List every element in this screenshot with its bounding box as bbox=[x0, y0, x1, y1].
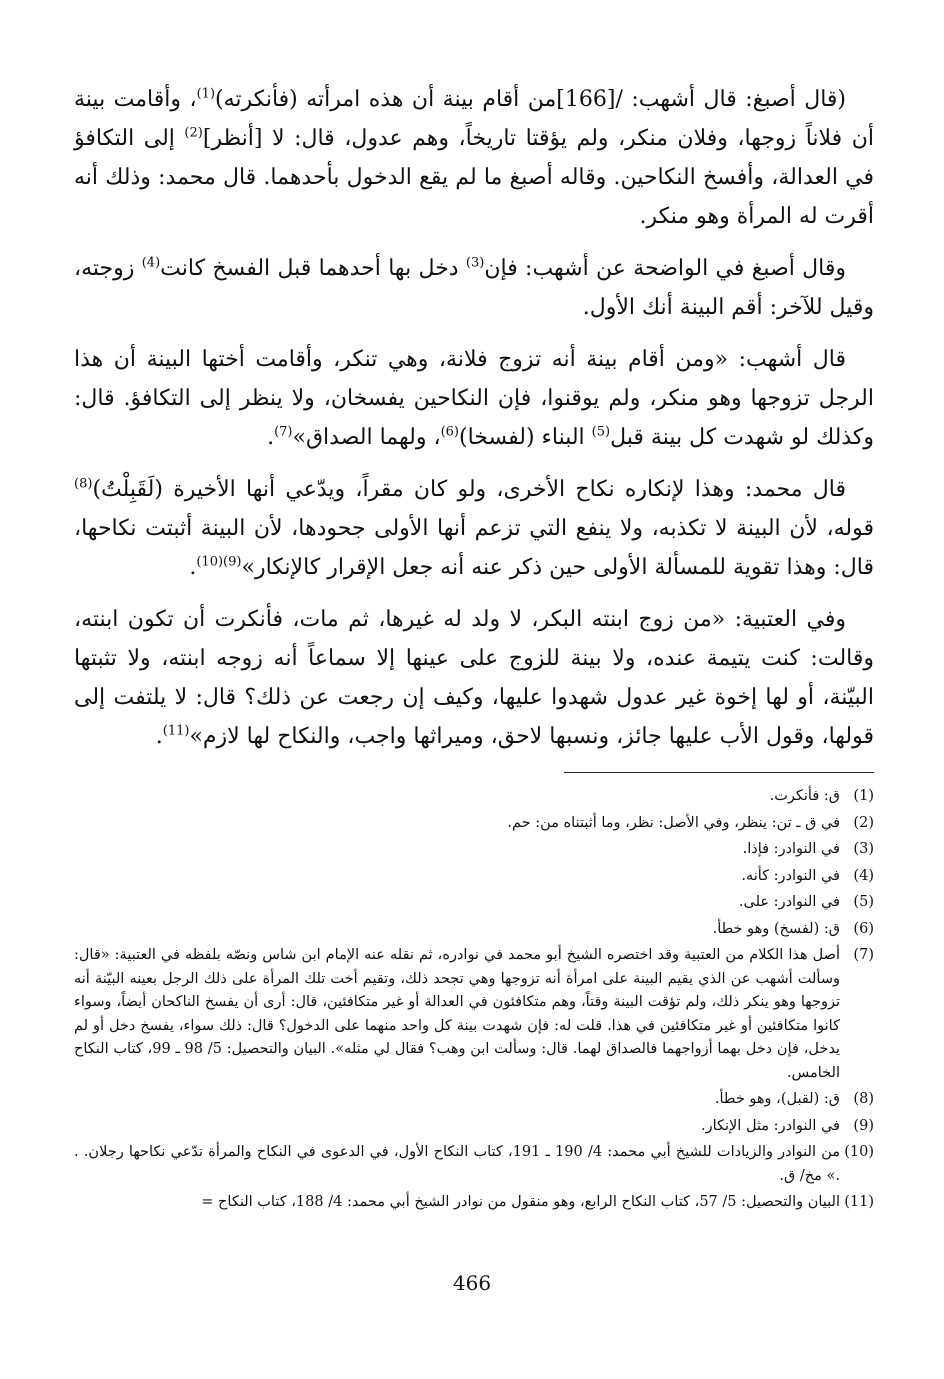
footnote-ref[interactable]: (2) bbox=[184, 125, 203, 141]
footnote-ref[interactable]: (8) bbox=[74, 476, 93, 492]
footnote bbox=[74, 944, 874, 1085]
footnote-ref[interactable]: (3) bbox=[465, 255, 485, 271]
footnote bbox=[74, 1088, 874, 1112]
footnote-text: ق: (لفسخ) وهو خطأ. bbox=[712, 920, 840, 937]
footnotes bbox=[74, 785, 874, 1215]
footnote-ref[interactable]: (6) bbox=[440, 424, 459, 440]
page-number: 466 bbox=[452, 1271, 492, 1295]
footnote bbox=[74, 1141, 874, 1188]
footnote-text: من النوادر والزيادات للشيخ أبي محمد: 4/ 190 ـ 191، كتاب النكاح الأول، في الدعوى في النكاح والمرأة تدّعي نكاحها رجلان. . .» مخ/ ق. bbox=[74, 1144, 840, 1184]
book-page bbox=[74, 80, 874, 1360]
footnote-number: (4) bbox=[853, 867, 874, 884]
footnote-number: (6) bbox=[853, 920, 874, 937]
footnote bbox=[74, 838, 874, 862]
footnote-number: (5) bbox=[853, 894, 874, 910]
footnote bbox=[74, 865, 874, 889]
paragraph-5: وفي العتبية: «من زوج ابنته البكر، لا ولد له غيرها، ثم مات، فأنكرت أن تكون ابنته، وقالت: كنت يتيمة عنده، ولا بينة للزوج على عينها إلا سماعاً أنه زوجه ابنته، ولا تثبتها البيّنة، أو لها إخوة غير عدول شهدوا عليها، وكيف إن رجعت عن ذلك؟ قال: لا يلتفت إلى قولها، وقول الأب عليها جائز، ونسبها لاحق، وميراثها واجب، والنكاح لها لازم»$^{(11)}$. bbox=[74, 607, 874, 749]
footnote-text: في النوادر: كأنه. bbox=[741, 867, 840, 884]
footnote bbox=[74, 785, 874, 809]
footnote-text: في النوادر: على. bbox=[738, 894, 840, 910]
footnote bbox=[74, 812, 874, 836]
footnote-number: (9) bbox=[853, 1117, 874, 1134]
footnote-text: أصل هذا الكلام من العتبية وقد اختصره الشيخ أبو محمد في نوادره، ثم نقله عنه الإمام ابن شاس ونصّه بلفظه في العتبية: «قال: وسألت أشهب عن الذي يقيم البينة على امرأة أنه تزوجها وهي تجحد ذلك، وتقيم أخت تلك المرأة على ذلك الرجل بعينه البيّنة أنه تزوجها وهو ينكر ذلك، ولم تؤقت البينة وقتاً، وهم متكافئون في العدالة أو غير متكافئين، قال: أرى أن يفسخ الناكحان أيضاً، وسواء كانوا متكافئين أو غير متكافئين في هذا. قلت له: فإن شهدت بينة كل واحد منهما على الدخول؟ قال: ذلك سواء، يفسخ دخل أو لم يدخل، فإن دخل بهما أزواجهما فالصداق لهما. قال: وسألت ابن وهب؟ فقال لي مثله». البيان والتحصيل: 5/ 98 ـ 99، كتاب النكاح الخامس. bbox=[74, 947, 840, 1081]
main-text bbox=[74, 80, 874, 756]
footnote-ref[interactable]: (7) bbox=[274, 424, 293, 440]
footnote-number: (3) bbox=[853, 841, 874, 857]
footnote-number: (2) bbox=[853, 814, 874, 831]
footnote-ref[interactable]: (11) bbox=[162, 723, 190, 739]
footnote-text: في ق ـ تن: ينظر، وفي الأصل: نظر، وما أثبتناه من: حم. bbox=[507, 814, 840, 831]
paragraph-1: (قال أصبغ: قال أشهب: /[166]من أقام بينة أن هذه امرأته (فأنكرته)$^{(1)}$، وأقامت بينة أن فلاناً زوجها، وفلان منكر، ولم يؤقتا تاريخاً، وهم عدول، قال: لا [أنظر]$^{(2)}$ إلى التكافؤ في العدالة، وأفسخ النكاحين. وقاله أصبغ ما لم يقع الدخول بأحدهما. قال محمد: وذلك أنه أقرت له المرأة وهو منكر. bbox=[74, 86, 874, 229]
footnote-text: في النوادر: مثل الإنكار. bbox=[700, 1117, 840, 1134]
footnote-number: (1) bbox=[853, 788, 874, 804]
footnote-number: (11) bbox=[844, 1194, 874, 1210]
footnote-divider bbox=[564, 772, 874, 773]
footnote-ref[interactable]: (5) bbox=[591, 424, 611, 440]
footnote bbox=[74, 891, 874, 915]
footnote-ref[interactable]: (1) bbox=[196, 86, 216, 102]
paragraph-2: وقال أصبغ في الواضحة عن أشهب: فإن$^{(3)}$ دخل بها أحدهما قبل الفسخ كانت$^{(4)}$ زوجته، وقيل للآخر: أقم البينة أنك الأول. bbox=[74, 255, 874, 320]
footnote-text: ق: (لقبل)، وهو خطأ. bbox=[714, 1091, 840, 1107]
footnote-number: (8) bbox=[853, 1091, 874, 1107]
footnote-number: (10) bbox=[844, 1144, 874, 1160]
footnote-number: (7) bbox=[853, 947, 874, 963]
footnote-ref[interactable]: (10) bbox=[196, 554, 224, 570]
footnote-text: في النوادر: فإذا. bbox=[742, 841, 840, 857]
footnote-text: البيان والتحصيل: 5/ 57، كتاب النكاح الرابع، وهو منقول من نوادر الشيخ أبي محمد: 4/ 188، كتاب النكاح = bbox=[201, 1194, 840, 1210]
footnote-text: ق: فأنكرت. bbox=[769, 788, 840, 804]
footnote bbox=[74, 918, 874, 942]
paragraph-3: قال أشهب: «ومن أقام بينة أنه تزوج فلانة، وهي تنكر، وأقامت أختها البينة أن هذا الرجل تزوجها وهو منكر، ولم يوقنوا، فإن النكاحين يفسخان، ولا ينظر إلى التكافؤ. قال: وكذلك لو شهدت كل بينة قبل$^{(5)}$ البناء (لفسخا)$^{(6)}$، ولهما الصداق»$^{(7)}$. bbox=[74, 347, 874, 450]
footnote bbox=[74, 1191, 874, 1215]
paragraph-4: قال محمد: وهذا لإنكاره نكاح الأخرى، ولو كان مقراً، ويدّعي أنها الأخيرة (لَقَبِلْتُ)$^{(8)}$ قوله، لأن البينة لا تكذبه، ولا ينفع التي تزعم أنها الأولى جحودها، لأن البينة أثبتت نكاحها، قال: وهذا تقوية للمسألة الأولى حين ذكر عنه أنه جعل الإقرار كالإنكار»$^{(9)(10)}$. bbox=[74, 476, 874, 580]
footnote-ref[interactable]: (9) bbox=[223, 554, 242, 570]
footnote bbox=[74, 1115, 874, 1139]
footnote-ref[interactable]: (4) bbox=[141, 255, 161, 271]
